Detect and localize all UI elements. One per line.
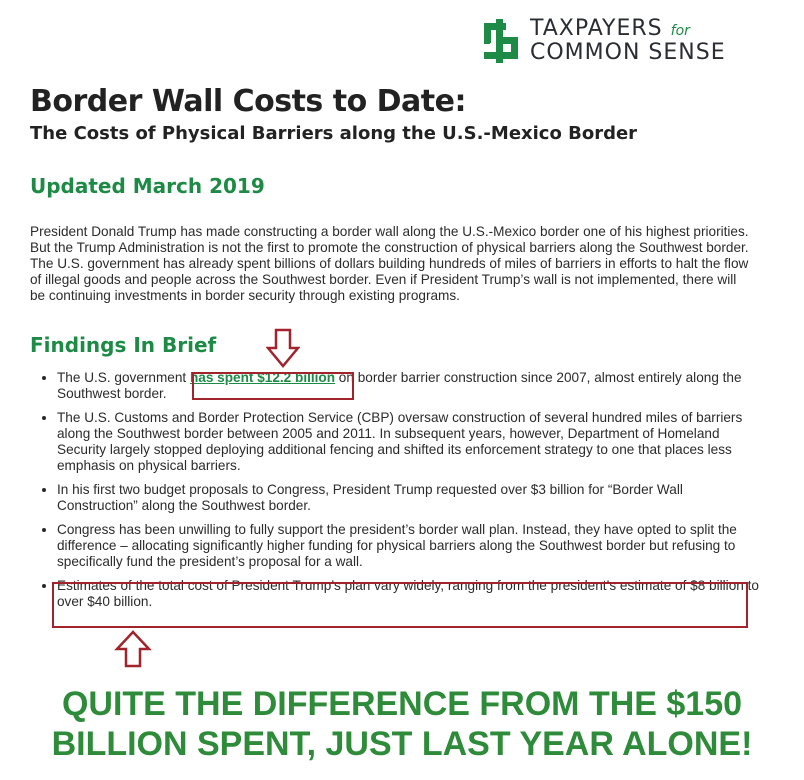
down-arrow-icon [266, 328, 300, 368]
finding-item: • Congress has been unwilling to fully support the president’s border wall plan. Instead, they have opted to split the difference – allocating significantly higher funding for physical barriers along the Southwest border but refusing to specifically fund the president’s proposal for a wall. [57, 522, 767, 570]
logo-line2: COMMON SENSE [530, 40, 726, 65]
findings-heading: Findings In Brief [30, 333, 217, 357]
intro-paragraph: President Donald Trump has made constructing a border wall along the U.S.-Mexico border one of his highest priorities. But the Trump Administration is not the first to promote the construction of physical barriers along the Southwest border. The U.S. government has already spent billions of dollars building hundreds of miles of barriers in efforts to halt the flow of illegal goods and people across the Southwest border. Even if President Trump’s wall is not implemented, there will be continuing investments in border security through existing programs. [30, 224, 749, 303]
annotation-box-spent [189, 370, 354, 400]
caption-line1: QUITE THE DIFFERENCE FROM THE $150 [61, 685, 743, 723]
page-subtitle: The Costs of Physical Barriers along the U.S.-Mexico Border [30, 123, 638, 144]
tcs-logo [484, 18, 726, 64]
findings-list [40, 370, 767, 618]
spent-link[interactable]: has spent $12.2 billion [189, 370, 336, 385]
dollar-logo-icon [484, 19, 520, 63]
updated-date: Updated March 2019 [30, 174, 265, 198]
finding-item [57, 370, 767, 402]
page-title: Border Wall Costs to Date: [30, 84, 466, 119]
logo-line1: TAXPAYERS [530, 16, 663, 41]
logo-for: for [670, 23, 690, 39]
finding-item: • Estimates of the total cost of President Trump’s plan vary widely, ranging from the president’s estimate of $8 billion to over $40 billion. [57, 578, 767, 610]
annotation-box-estimates [52, 582, 748, 628]
finding-item: • In his first two budget proposals to Congress, President Trump requested over $3 billion for “Border Wall Construction” along the Southwest border. [57, 482, 767, 514]
finding-item: • The U.S. Customs and Border Protection Service (CBP) oversaw construction of several hundred miles of barriers along the Southwest border between 2005 and 2011. In subsequent years, however, Department of Homeland Security largely stopped deploying additional fencing and shifted its enforcement strategy to one that places less emphasis on physical barriers. [57, 410, 767, 474]
finding-text: The U.S. government [57, 370, 190, 385]
caption-line2: BILLION SPENT, JUST LAST YEAR ALONE! [51, 725, 753, 763]
finding-text: on border barrier construction since 2007, almost entirely along the Southwest border. [57, 370, 742, 401]
up-arrow-icon [114, 630, 152, 668]
annotation-caption [0, 684, 804, 764]
